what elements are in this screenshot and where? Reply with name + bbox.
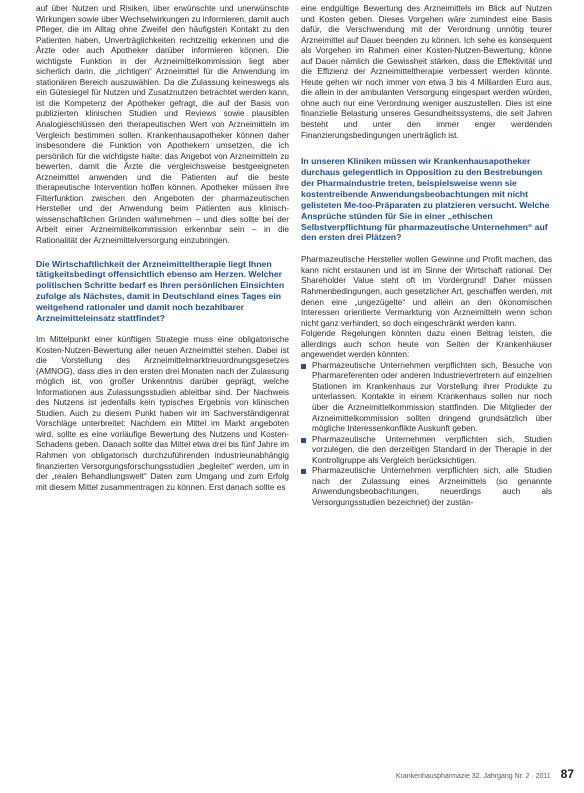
bullet-item: Pharmazeutische Unternehmen verpflichten sich, Studien vorzulegen, die den derzeitigen Standard in der Therapie in der Kontrollgruppe als Vergleich berücksichtigen.: [301, 435, 552, 467]
page-footer: [396, 767, 574, 781]
interview-question: Die Wirtschaftlichkeit der Arzneimitteltherapie liegt Ihnen tätigkeitsbedingt offensichtlich ebenso am Herzen. Welcher politischen Schritte bedarf es Ihren persönlichen Einsichten zufolge als Nächstes, damit in Deutschland eines Tages ein weitgehend rationaler und damit noch bezahlbarer Arzneimitteleinsatz stattfindet?: [36, 258, 285, 324]
answer-paragraph: Folgende Regelungen könnten dazu einen Beitrag leisten, die allerdings auch schon heute von Seiten der Krankenhäuser angewendet werden könnten:: [301, 329, 552, 360]
interview-question: In unseren Kliniken müssen wir Krankenhausapotheker durchaus gelegentlich in Opposition zu den Bestrebungen der Pharmaindustrie treten, beispielsweise wenn sie kostentreibende Anwendungsbeobachtungen mit nicht gelisteten Me-too-Präparaten zu platzieren versucht. Welche Ansprüche stünden für Sie in einer „ethischen Selbstverpflichtung für pharmazeutische Unternehmen“ auf den ersten drei Plätzen?: [301, 156, 550, 243]
body-paragraph: eine endgültige Bewertung des Arzneimittels im Blick auf Nutzen und Kosten geben. Dieses Vorgehen wäre zumindest eine Basis dafür, die Verschwendung mit der Verordnung unnötig teurer Arzneimittel auf Dauer beenden zu können. Ich sehe es konsequent als Vorgehen im Rahmen einer Kosten-Nutzen-Bewertung, könne auf Dauer nämlich die Gewissheit stärken, dass die Effektivität und die Effizienz der Arzneimitteltherapie verbessert werden könnte. Heute gehen wir noch immer von etwa 3 bis 4 Milliarden Euro aus, die allein in der ambulanten Versorgung eingespart werden würden, ohne auch nur eine Verordnung weniger auszustellen. Dies ist eine finanzielle Belastung unseres Gesundheitssystems, die seit Jahren besteht und unter den immer enger werdenden Finanzierungsbedingungen unerträglich ist.: [301, 4, 552, 140]
left-column: [36, 4, 289, 493]
bullet-list: [301, 361, 552, 509]
page-number: 87: [560, 767, 574, 781]
answer-paragraph: Pharmazeutische Hersteller wollen Gewinne und Profit machen, das kann nicht erstaunen und ist im Sinne der Wirtschaft rational. Der Shareholder Value steht oft im Vordergrund! Daher müssen Rahmenbedingungen, auch gesetzlicher Art, geschaffen werden, mit denen eine „ungezügelte“ und allein an den ökonomischen Interessen orientierte Vermarktung von Arzneimitteln wenn schon nicht ganz verhindert, so doch eingeschränkt werden kann.: [301, 255, 552, 328]
body-paragraph: auf über Nutzen und Risiken, über erwünschte und unerwünschte Wirkungen sowie über Wechselwirkungen zu informieren, damit auch Pfleger, die im Alltag ohne Zweifel den häufigsten Kontakt zu den Patienten haben, Unverträglichkeiten rechtzeitig erkennen und die Ärzte oder auch Apotheker darüber informieren können. Die wichtigste Funktion in der Arzneimittelkommission liegt aber sicherlich darin, die „richtigen“ Arzneimittel für die Anwendung im stationären Bereich auszuwählen. Da die Zulassung keineswegs als ein Gütesiegel für Nutzen und Zusatznutzen betrachtet werden kann, ist die Kompetenz der Apotheker gefragt, die auf der Basis von publizierten klinischen Studien und Reviews sowie plausiblen Analogieschlüssen den therapeutischen Wert von Arzneimitteln im Vergleich bestimmen sollen. Krankenhausapotheker können daher insbesondere die Funktion von Apothekern umsetzen, die ich persönlich für die wichtigste halte: das Angebot von Arzneimitteln zu bewerten, damit die Ärzte die vergleichsweise bestgeeigneten Arzneimittel anwenden und die Patienten auf die beste therapeutische Intervention hoffen können. Apotheker müssen ihre Filterfunktion zwischen den Angeboten der pharmazeutischen Hersteller und der Anwendung beim Patienten aus klinisch-wissenschaftlichen Gründen wahrnehmen – und dies sollte bei der Arbeit einer Arzneimittelkommission erkennbar sein – in die Rationalität der Arzneimittelversorgung einzubringen.: [36, 4, 289, 246]
right-column: [301, 4, 552, 508]
answer-paragraph: Im Mittelpunkt einer künftigen Strategie muss eine obligatorische Kosten-Nutzen-Bewertung aller neuen Arzneimittel stehen. Dabei ist die Vorstellung des Arzneimittelmarktneuordnungsgesetzes (AMNOG), dass dies in den ersten drei Monaten nach der Zulassung möglich ist, von großer Unkenntnis darüber geprägt, welche Informationen aus Zulassungsstudien ableitbar sind. Der Nachweis des Nutzens ist jedenfalls kein typisches Ergebnis von klinischen Studien. Auch zu diesem Punkt haben wir im Sachverständigenrat Vorschläge unterbreitet: Nachdem ein Mittel im Markt angeboten wird, sollte es eine vorläufige Bewertung des Nutzens und Kosten-Schadens geben. Danach sollte das Mittel etwa drei bis fünf Jahre im Rahmen von obligatorisch durchzuführenden industrieunabhängig finanzierten Versorgungsforschungsstudien „begleitet“ werden, um in der „realen Behandlungswelt“ Daten zum Umgang und zum Erfolg mit diesem Mittel zusammentragen zu können. Erst danach sollte es: [36, 335, 289, 492]
bullet-item: Pharmazeutische Unternehmen verpflichten sich, Besuche von Pharmareferenten oder anderen Industrievertretern auf einzelnen Stationen im Krankenhaus zur Vorstellung ihrer Produkte zu unterlassen. Kontakte in einem Krankenhaus sollen nur noch über die Arzneimittelkommission stattfinden. Die Mitglieder der Arzneimittelkommission sollten dringend grundsätzlich über mögliche Interessenkonflikte Auskunft geben.: [301, 361, 552, 435]
journal-citation: Krankenhauspharmazie 32. Jahrgang Nr. 2 · 2011: [395, 773, 551, 780]
bullet-item: Pharmazeutische Unternehmen verpflichten sich, alle Studien nach der Zulassung eines Arzneimittels (so genannte Anwendungsbeobachtungen, neuerdings auch als Versorgungsstudien bezeichnet) der zustän-: [301, 466, 552, 508]
